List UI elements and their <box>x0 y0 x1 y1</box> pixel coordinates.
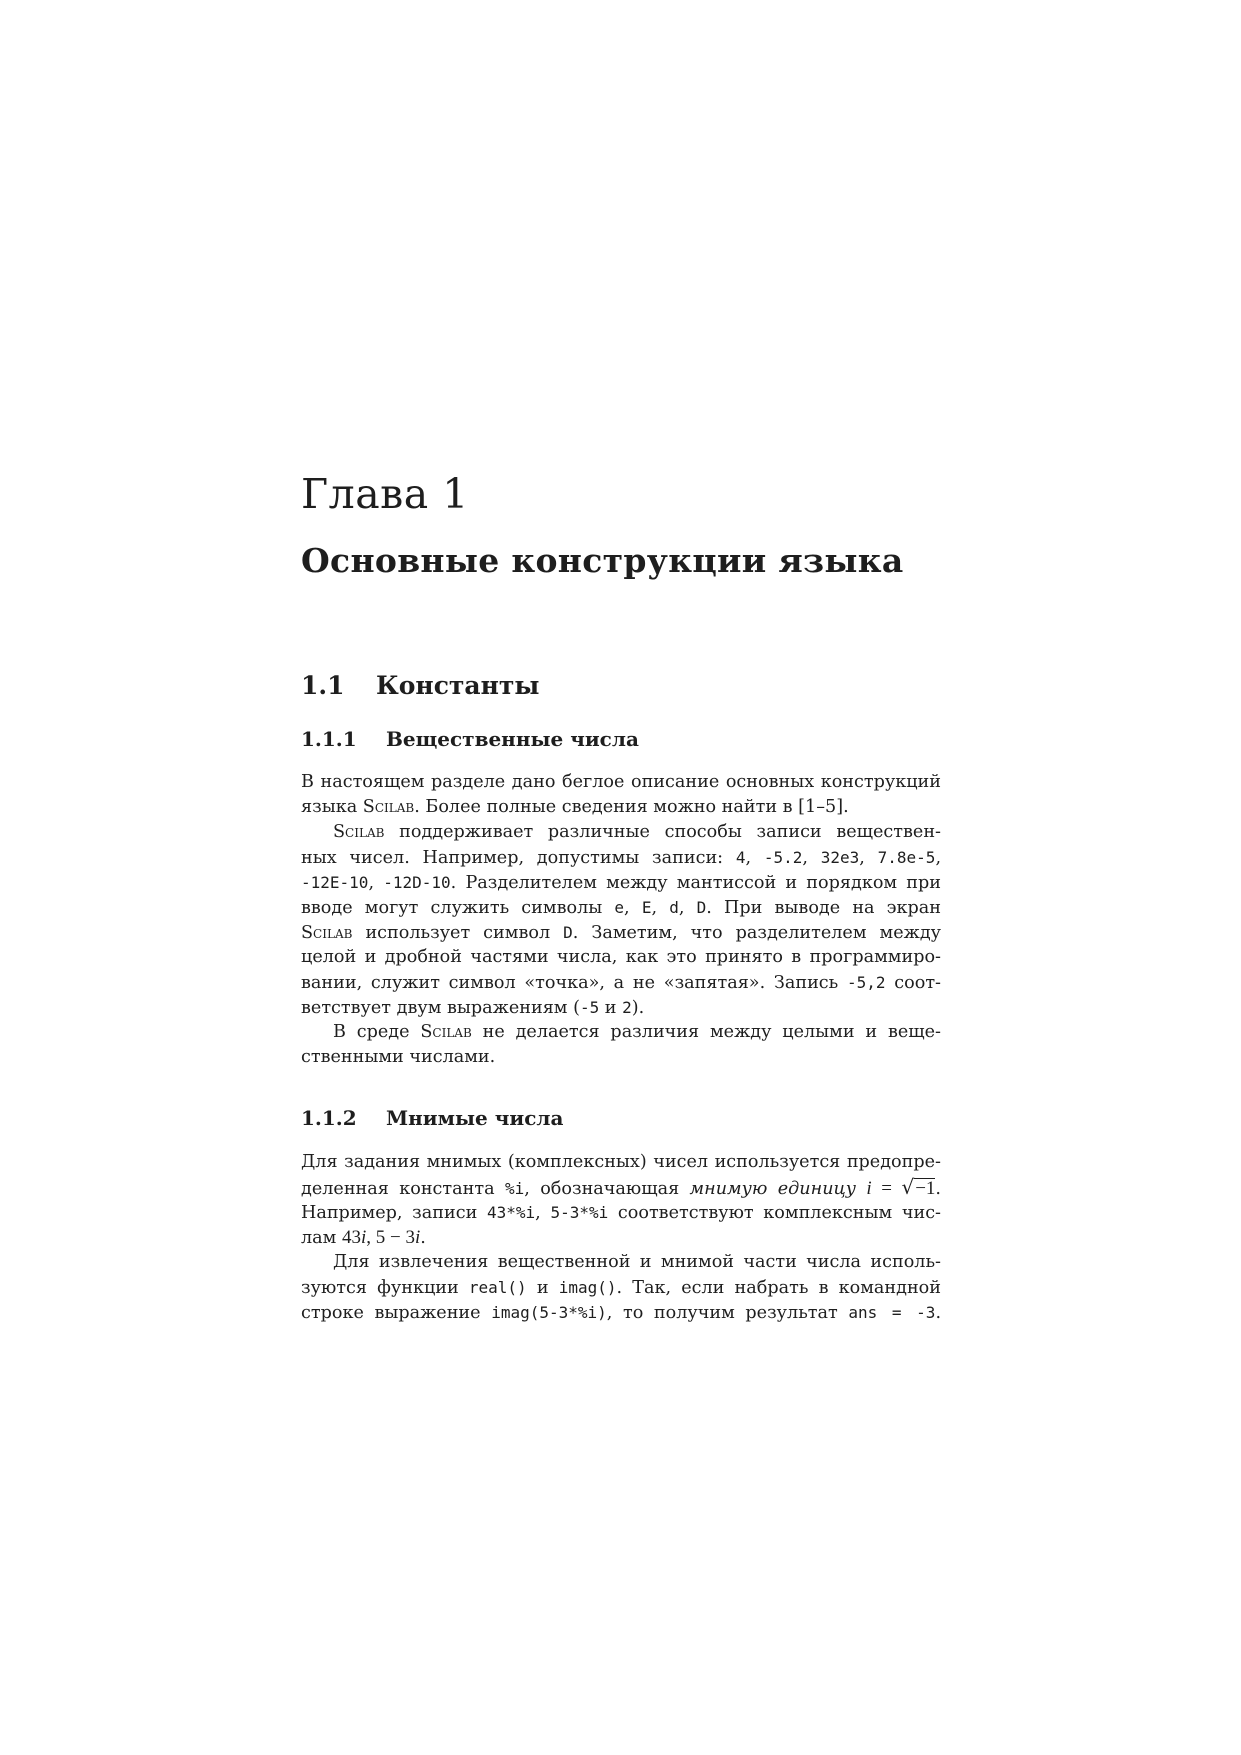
text-line: ных чисел. Например, допустимы записи: 4, -5.2, 32e3, 7.8e-5, <box>301 848 942 868</box>
text-line: Например, записи 43*%i, 5-3*%i соответствуют комплексным чис- <box>301 1203 941 1223</box>
text-line: Scilab использует символ D. Заметим, что разделителем между <box>301 923 942 943</box>
subsection-heading-real <box>301 725 639 753</box>
text-line: целой и дробной частями числа, как это принято в программиро- <box>301 947 941 967</box>
scilab-name: Scilab <box>362 797 415 817</box>
chapter-label: Глава 1 <box>301 470 469 518</box>
section-heading <box>301 670 539 702</box>
text-line: языка Scilab. Более полные сведения можно найти в [1–5]. <box>301 797 849 817</box>
scilab-name: Scilab <box>333 822 385 842</box>
section-title: Константы <box>376 671 540 700</box>
text-line: зуются функции real() и imag(). Так, если набрать в командной <box>301 1278 941 1298</box>
scilab-name: Scilab <box>301 923 353 943</box>
text-line: вводе могут служить символы e, E, d, D. При выводе на экран <box>301 898 942 918</box>
text-line: ственными числами. <box>301 1047 496 1067</box>
chapter-title: Основные конструкции языка <box>301 541 904 580</box>
text-line: В среде Scilab не делается различия между целыми и веще- <box>333 1022 941 1042</box>
text-line: деленная константа %i, обозначающая мнимую единицу i = √−1. <box>301 1175 941 1200</box>
text-line: Для извлечения вещественной и мнимой части числа исполь- <box>333 1252 941 1272</box>
subsection-title: Мнимые числа <box>386 1106 564 1130</box>
scilab-name: Scilab <box>420 1022 472 1042</box>
text-line: Для задания мнимых (комплексных) чисел используется предопре- <box>301 1152 941 1172</box>
text-line: -12E-10, -12D-10. Разделителем между мантиссой и порядком при <box>301 873 942 893</box>
subsection-heading-imaginary <box>301 1104 563 1132</box>
text-line: В настоящем разделе дано беглое описание основных конструкций <box>301 772 941 792</box>
subsection-number: 1.1.1 <box>301 727 357 751</box>
text-line: Scilab поддерживает различные способы записи веществен- <box>333 822 941 842</box>
subsection-number: 1.1.2 <box>301 1106 357 1130</box>
section-number: 1.1 <box>301 671 345 700</box>
text-line: ветствует двум выражениям (-5 и 2). <box>301 998 645 1018</box>
square-root: √−1 <box>901 1175 936 1199</box>
text-line: лам 43i, 5 − 3i. <box>301 1227 426 1248</box>
subsection-title: Вещественные числа <box>386 727 639 751</box>
text-line: строке выражение imag(5-3*%i), то получим результат ans = -3. <box>301 1303 942 1323</box>
text-line: вании, служит символ «точка», а не «запятая». Запись -5,2 соот- <box>301 973 941 993</box>
